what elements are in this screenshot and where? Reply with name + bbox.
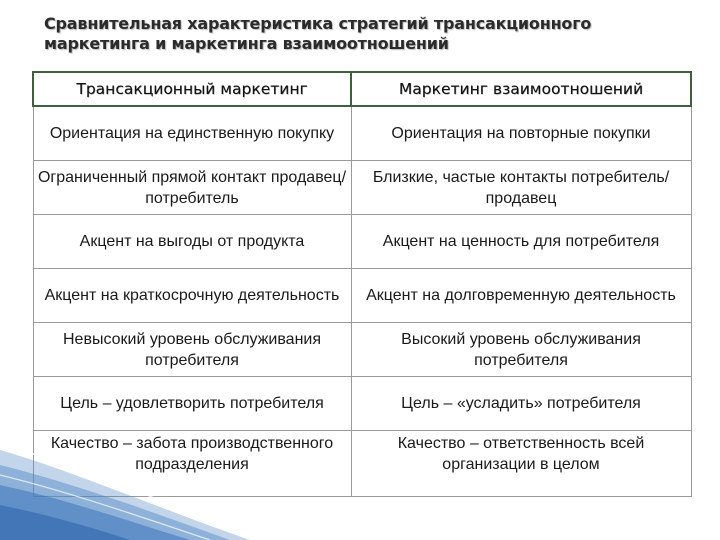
table-row [33,106,691,161]
cell-relationship: Цель – «усладить» потребителя [351,377,691,431]
cell-relationship: Высокий уровень обслуживания потребителя [351,323,691,377]
decorative-wave-graphic [0,430,250,540]
cell-relationship: Ориентация на повторные покупки [351,106,691,161]
table-row [33,215,691,269]
cell-relationship: Близкие, частые контакты потребитель/продавец [351,161,691,215]
table-header-row [33,72,691,106]
cell-relationship: Качество – ответственность всей организации в целом [351,431,691,497]
table-row [33,323,691,377]
cell-transactional: Качество – забота производственного подразделения [33,431,351,497]
header-relationship: Маркетинг взаимоотношений [351,72,691,106]
cell-transactional: Акцент на выгоды от продукта [33,215,351,269]
cell-relationship: Акцент на долговременную деятельность [351,269,691,323]
cell-transactional: Ограниченный прямой контакт продавец/потребитель [33,161,351,215]
cell-relationship: Акцент на ценность для потребителя [351,215,691,269]
table-row [33,377,691,431]
cell-transactional: Акцент на краткосрочную деятельность [33,269,351,323]
cell-transactional: Невысокий уровень обслуживания потребителя [33,323,351,377]
header-transactional: Трансакционный маркетинг [33,72,351,106]
page-title: Сравнительная характеристика стратегий трансакционного маркетинга и маркетинга взаимоотношений [44,14,592,53]
table-row [33,269,691,323]
cell-transactional: Ориентация на единственную покупку [33,106,351,161]
table-row [33,161,691,215]
cell-transactional: Цель – удовлетворить потребителя [33,377,351,431]
